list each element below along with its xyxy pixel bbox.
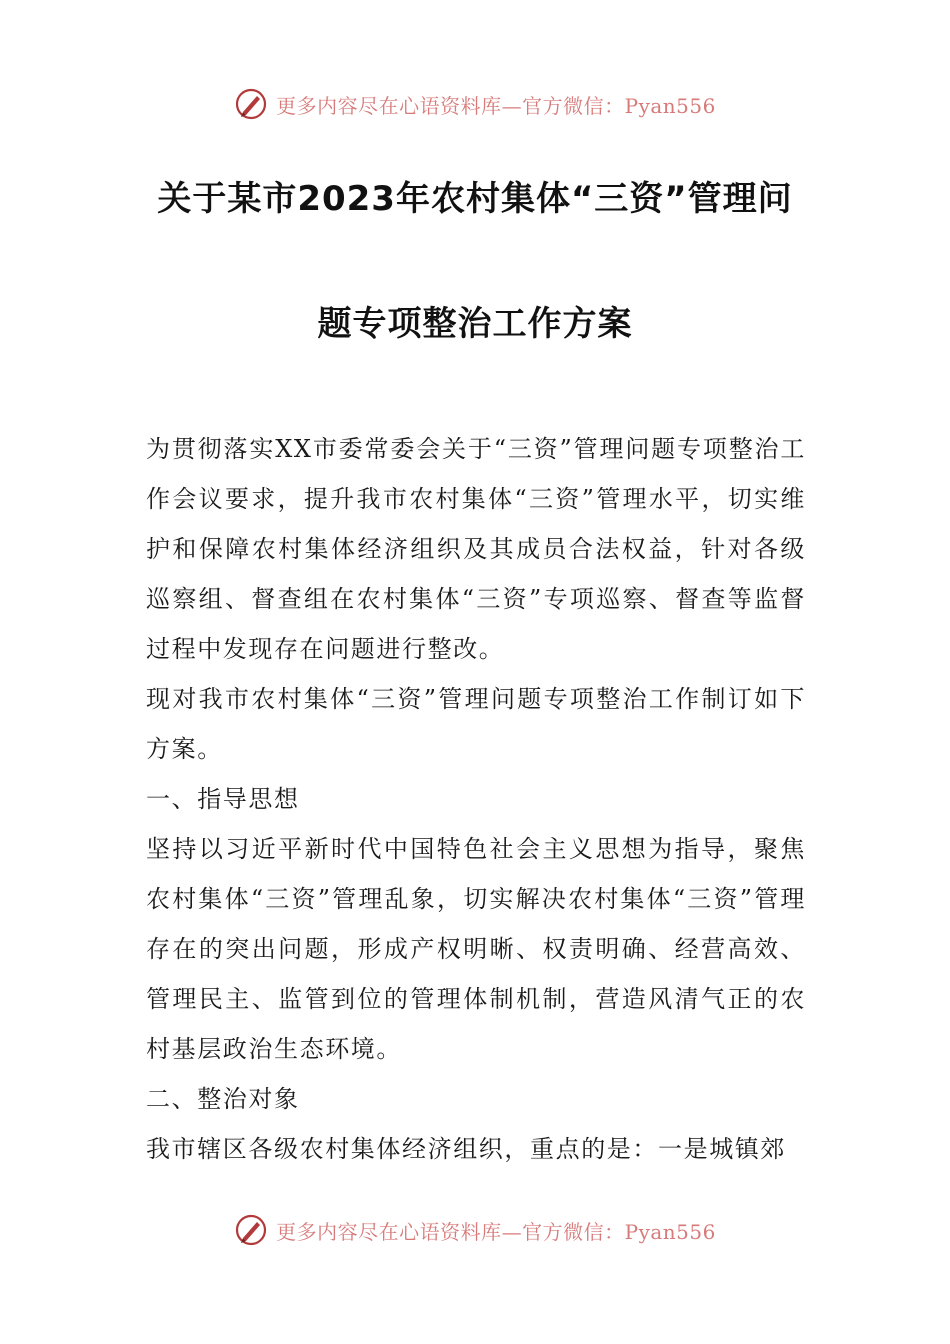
section-heading-guiding-ideology: 一、指导思想 bbox=[146, 785, 300, 813]
watermark-header bbox=[0, 82, 950, 126]
paragraph-plan-statement: 现对我市农村集体“三资”管理问题专项整治工作制订如下方案。 bbox=[146, 685, 806, 763]
paragraph-intro: 为贯彻落实XX市委常委会关于“三资”管理问题专项整治工作会议要求，提升我市农村集体“三资”管理水平，切实维护和保障农村集体经济组织及其成员合法权益，针对各级巡察组、督查组在农村集体“三资”专项巡察、督查等监督过程中发现存在问题进行整改。 bbox=[146, 435, 806, 663]
document-title-line-1: 关于某市2023年农村集体“三资”管理问 bbox=[157, 179, 793, 219]
pen-logo-icon bbox=[234, 87, 268, 121]
watermark-text: 更多内容尽在心语资料库—官方微信：Pyan556 bbox=[276, 1219, 716, 1244]
section-heading-targets: 二、整治对象 bbox=[146, 1085, 300, 1113]
document-body bbox=[146, 424, 806, 1174]
paragraph-guiding-ideology: 坚持以习近平新时代中国特色社会主义思想为指导，聚焦农村集体“三资”管理乱象，切实解决农村集体“三资”管理存在的突出问题，形成产权明晰、权责明确、经营高效、管理民主、监管到位的管理体制机制，营造风清气正的农村基层政治生态环境。 bbox=[146, 835, 806, 1063]
watermark-footer bbox=[0, 1208, 950, 1252]
pen-logo-icon bbox=[234, 1213, 268, 1247]
document-title-line-2: 题专项整治工作方案 bbox=[317, 304, 633, 344]
paragraph-targets: 我市辖区各级农村集体经济组织，重点的是：一是城镇郊 bbox=[146, 1135, 786, 1163]
watermark-text: 更多内容尽在心语资料库—官方微信：Pyan556 bbox=[276, 93, 716, 118]
